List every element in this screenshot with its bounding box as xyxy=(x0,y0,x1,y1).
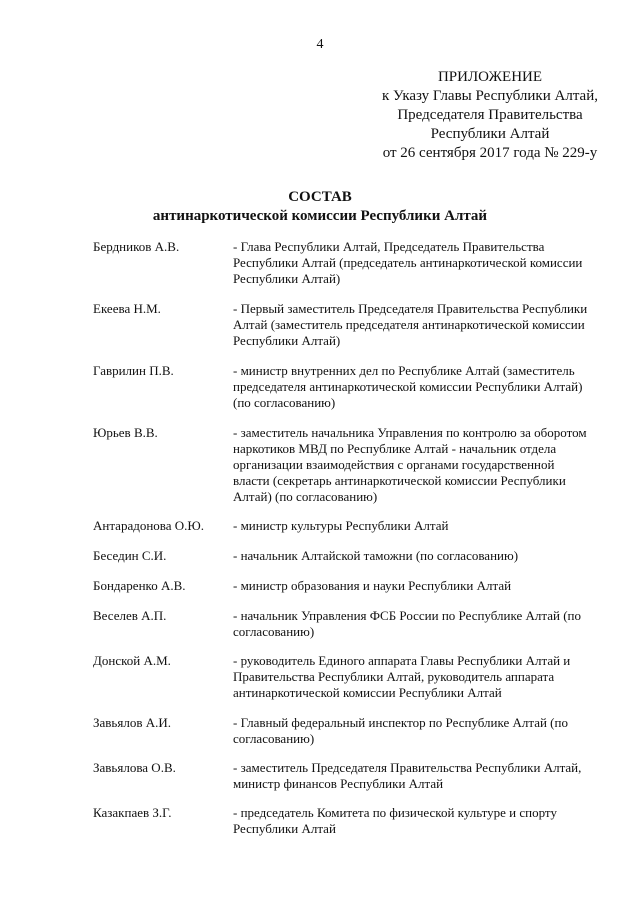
member-name: Антарадонова О.Ю. xyxy=(93,518,205,533)
member-row xyxy=(93,805,603,837)
members-list xyxy=(93,239,603,837)
appendix-block xyxy=(360,68,620,163)
member-row xyxy=(93,760,603,792)
member-role: - Глава Республики Алтай, Председатель Правительства Республики Алтай (председатель антинаркотической комиссии Республики Алтай) xyxy=(233,239,583,286)
member-role: - начальник Управления ФСБ России по Республике Алтай (по согласованию) xyxy=(233,608,581,639)
member-role: - министр внутренних дел по Республике Алтай (заместитель председателя антинаркотической комиссии Республики Алтай) (по согласованию) xyxy=(233,363,583,410)
member-name: Веселев А.П. xyxy=(93,608,167,623)
member-row xyxy=(93,608,603,640)
document-heading xyxy=(0,188,640,226)
member-name: Беседин С.И. xyxy=(93,548,167,563)
member-role: - министр образования и науки Республики Алтай xyxy=(233,578,512,593)
member-name: Завьялов А.И. xyxy=(93,715,171,730)
member-row xyxy=(93,578,603,594)
member-row xyxy=(93,548,603,564)
member-row xyxy=(93,239,603,287)
member-row xyxy=(93,715,603,747)
member-name: Казакпаев З.Г. xyxy=(93,805,172,820)
appendix-date-number: от 26 сентября 2017 года № 229-у xyxy=(382,145,598,161)
member-name: Гаврилин П.В. xyxy=(93,363,174,378)
member-row xyxy=(93,301,603,349)
member-name: Завьялова О.В. xyxy=(93,760,176,775)
member-name: Донской А.М. xyxy=(93,653,171,668)
member-role: - Первый заместитель Председателя Правительства Республики Алтай (заместитель председателя антинаркотической комиссии Республики Алтай) xyxy=(233,301,588,348)
appendix-line: Республики Алтай xyxy=(430,126,550,142)
appendix-line: Председателя Правительства xyxy=(397,107,583,123)
heading-subtitle: антинаркотической комиссии Республики Алтай xyxy=(152,208,488,224)
member-role: - начальник Алтайской таможни (по согласованию) xyxy=(233,548,519,563)
appendix-line: к Указу Главы Республики Алтай, xyxy=(381,88,598,104)
member-row xyxy=(93,363,603,411)
member-role: - заместитель Председателя Правительства Республики Алтай, министр финансов Республики Алтай xyxy=(233,760,582,791)
member-row xyxy=(93,653,603,701)
member-name: Бондаренко А.В. xyxy=(93,578,186,593)
appendix-title: ПРИЛОЖЕНИЕ xyxy=(437,69,543,85)
member-role: - председатель Комитета по физической культуре и спорту Республики Алтай xyxy=(233,805,557,836)
page-number: 4 xyxy=(316,37,324,52)
member-name: Бердников А.В. xyxy=(93,239,180,254)
heading-title: СОСТАВ xyxy=(288,189,352,205)
member-role: - Главный федеральный инспектор по Республике Алтай (по согласованию) xyxy=(233,715,568,746)
member-role: - заместитель начальника Управления по контролю за оборотом наркотиков МВД по Республике Алтай - начальник отдела организации взаимодействия с органами государственной власти (секретарь антинаркотической комиссии Республики Алтай) (по согласованию) xyxy=(233,425,587,504)
member-role: - руководитель Единого аппарата Главы Республики Алтай и Правительства Республики Алтай, руководитель аппарата антинаркотической комиссии Республики Алтай xyxy=(233,653,571,700)
member-row xyxy=(93,425,603,505)
member-row xyxy=(93,518,603,534)
member-name: Екеева Н.М. xyxy=(93,301,161,316)
member-name: Юрьев В.В. xyxy=(93,425,158,440)
member-role: - министр культуры Республики Алтай xyxy=(233,518,449,533)
